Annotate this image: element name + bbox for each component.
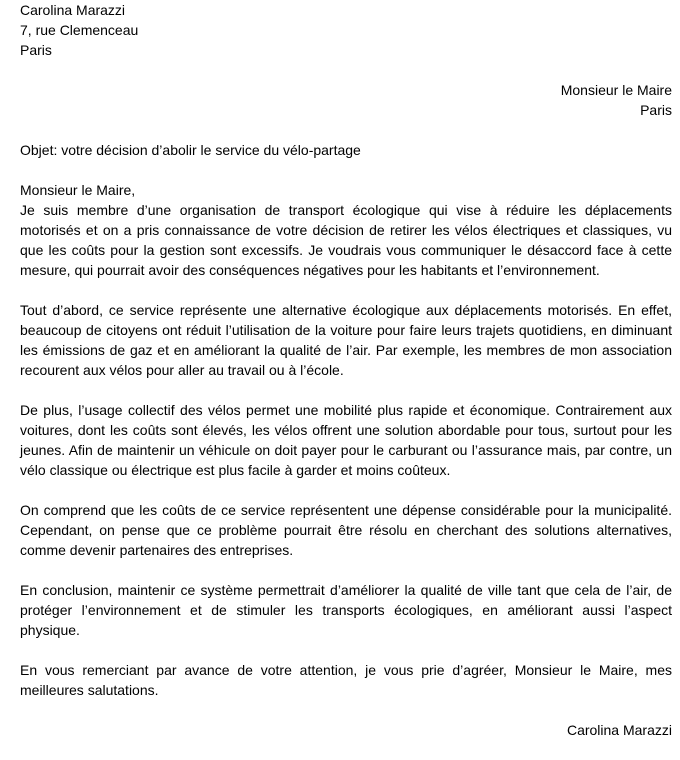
letter [20,0,672,740]
sender-address [20,0,672,60]
recipient-city: Paris [640,102,672,118]
paragraph-conclusion: En conclusion, maintenir ce système permettrait d’améliorer la qualité de ville tant que cela de l’air, de protéger l’environnement et de stimuler les transports écologiques, en améliorant aussi l’aspect physique. [20,582,672,638]
recipient-name: Monsieur le Maire [560,82,672,98]
signature: Carolina Marazzi [566,722,672,738]
paragraph-argument-1: Tout d’abord, ce service représente une alternative écologique aux déplacements motorisés. En effet, beaucoup de citoyens ont réduit l’utilisation de la voiture pour faire leurs trajets quotidiens, en diminuant les émissions de gaz et en améliorant la qualité de l’air. Par exemple, les membres de mon association recourent aux vélos pour aller au travail ou à l’école. [20,302,672,378]
subject-line: Objet: votre décision d’abolir le service du vélo-partage [20,142,361,158]
paragraph-argument-2: De plus, l’usage collectif des vélos permet une mobilité plus rapide et économique. Contrairement aux voitures, dont les coûts sont élevés, les vélos offrent une solution abordable pour tous, surtout pour les jeunes. Afin de maintenir un véhicule on doit payer pour le carburant ou l’assurance mais, par contre, un vélo classique ou électrique est plus facile à garder et moins coûteux. [20,402,672,478]
paragraph-concession: On comprend que les coûts de ce service représentent une dépense considérable pour la municipalité. Cependant, on pense que ce problème pourrait être résolu en cherchant des solutions alternatives, comme devenir partenaires des entreprises. [20,502,672,558]
paragraph-closing: En vous remerciant par avance de votre attention, je vous prie d’agréer, Monsieur le Maire, mes meilleures salutations. [20,662,672,698]
sender-name: Carolina Marazzi [20,2,126,18]
recipient-address [20,80,672,120]
paragraph-intro: Je suis membre d’une organisation de transport écologique qui vise à réduire les déplacements motorisés et on a pris connaissance de votre décision de retirer les vélos électriques et classiques, vu que les coûts pour la gestion sont excessifs. Je voudrais vous communiquer le désaccord face à cette mesure, qui pourrait avoir des conséquences négatives pour les habitants et l’environnement. [20,202,672,278]
sender-street: 7, rue Clemenceau [20,22,139,38]
letter-body [20,200,672,700]
sender-city: Paris [20,42,52,58]
salutation: Monsieur le Maire, [20,182,136,198]
